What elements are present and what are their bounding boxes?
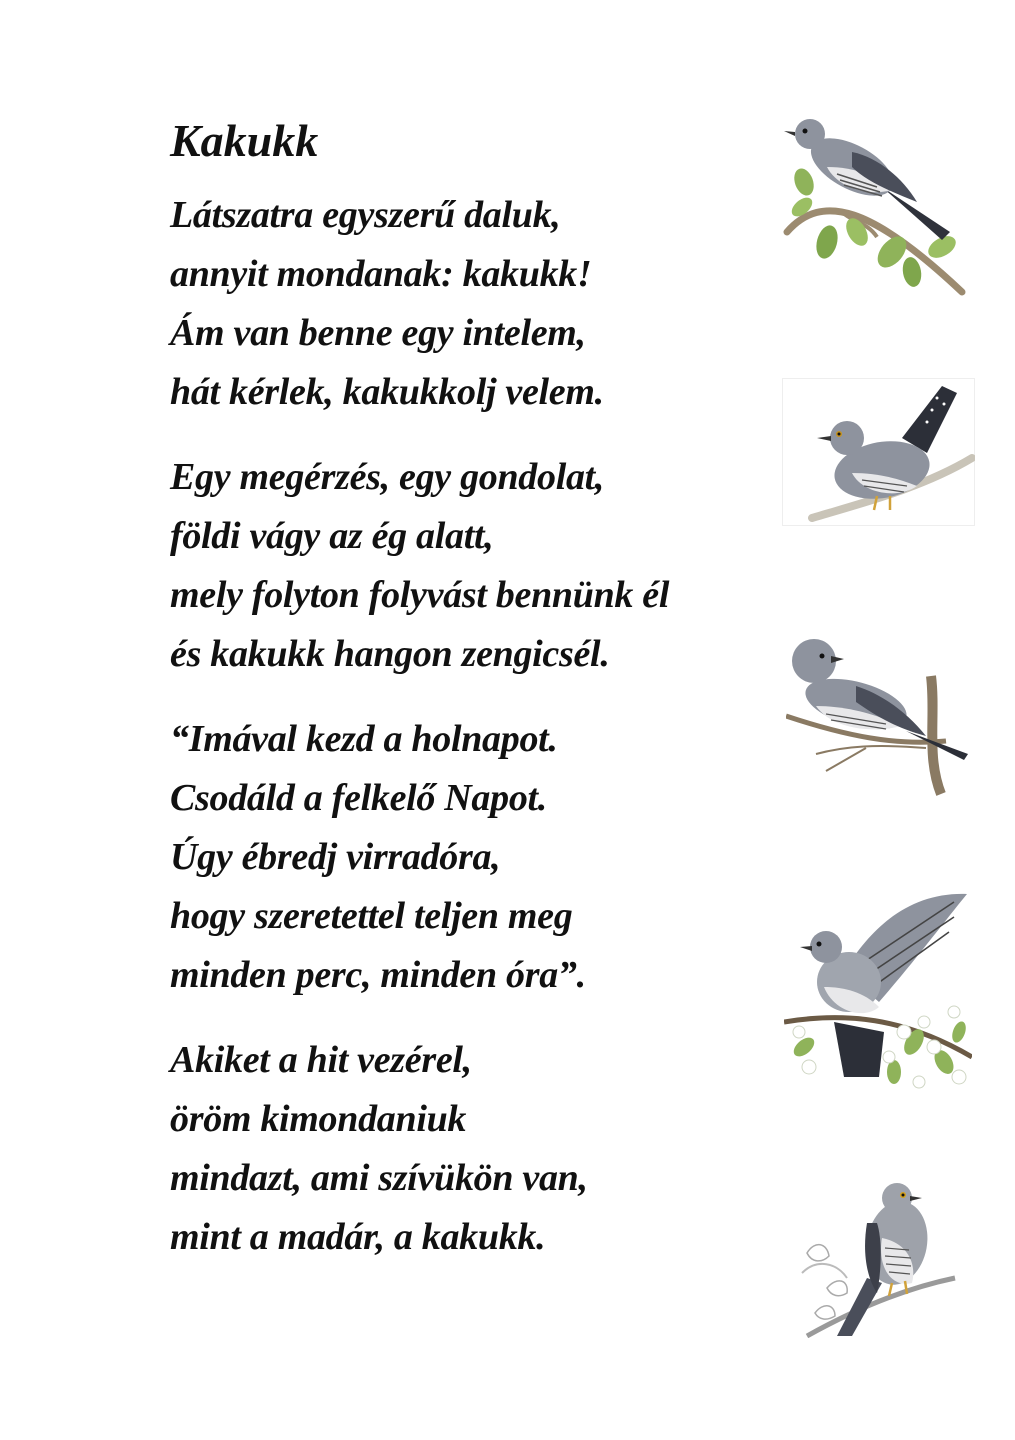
cuckoo-on-leafy-branch-icon xyxy=(782,112,967,297)
poem-line: Csodáld a felkelő Napot. xyxy=(170,777,547,819)
stanza-2 xyxy=(170,448,770,684)
poem-line: Akiket a hit vezérel, xyxy=(170,1039,472,1081)
poem-line: öröm kimondaniuk xyxy=(170,1098,467,1140)
cuckoo-sketch-icon xyxy=(797,1178,957,1338)
poem-title: Kakukk xyxy=(170,115,319,166)
poem-line: mint a madár, a kakukk. xyxy=(170,1216,546,1258)
poem-line: Ám van benne egy intelem, xyxy=(170,312,586,354)
poem-line: mely folyton folyvást bennünk él xyxy=(170,574,670,616)
stanza-4 xyxy=(170,1031,770,1267)
poem-line: Egy megérzés, egy gondolat, xyxy=(170,456,605,498)
poem-line: mindazt, ami szívükön van, xyxy=(170,1157,588,1199)
poem xyxy=(170,115,770,1293)
poem-line: hát kérlek, kakukkolj velem. xyxy=(170,371,604,413)
cuckoo-spread-wings-blossom-icon xyxy=(784,882,972,1094)
poem-line: földi vágy az ég alatt, xyxy=(170,515,494,557)
cuckoo-raised-tail-icon xyxy=(782,378,975,526)
cuckoo-perched-icon xyxy=(786,636,971,796)
poem-line: “Imával kezd a holnapot. xyxy=(170,718,558,760)
poem-line: és kakukk hangon zengicsél. xyxy=(170,633,610,675)
poem-line: annyit mondanak: kakukk! xyxy=(170,253,592,295)
stanza-1 xyxy=(170,186,770,422)
poem-line: hogy szeretettel teljen meg xyxy=(170,895,573,937)
poem-line: minden perc, minden óra”. xyxy=(170,954,586,996)
poem-line: Látszatra egyszerű daluk, xyxy=(170,194,561,236)
stanza-3 xyxy=(170,710,770,1005)
poem-line: Úgy ébredj virradóra, xyxy=(170,836,501,878)
